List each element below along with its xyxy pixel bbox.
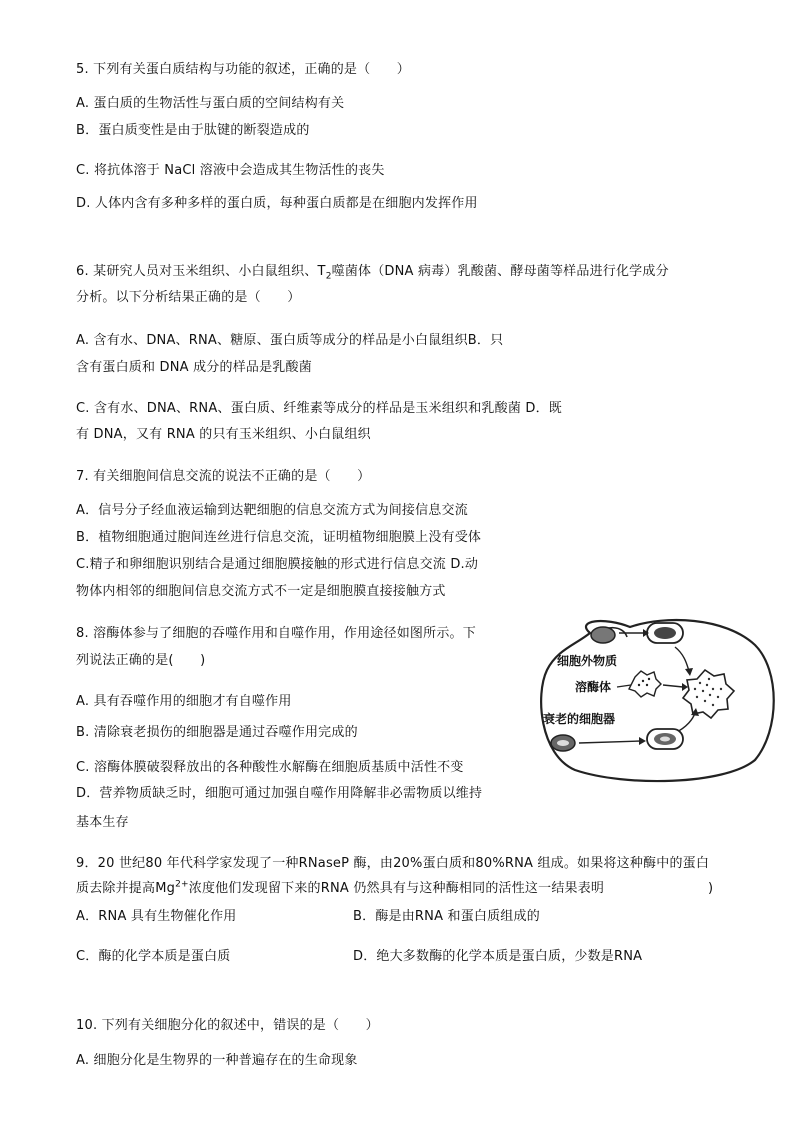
q6-stem-pre: 6. 某研究人员对玉米组织、小白鼠组织、T bbox=[76, 264, 326, 279]
q6-stem bbox=[76, 263, 669, 281]
lysosome-icon bbox=[629, 671, 661, 697]
q8-option-b: B. 清除衰老损伤的细胞器是通过吞噬作用完成的 bbox=[76, 725, 358, 740]
q5-option-a: A. 蛋白质的生物活性与蛋白质的空间结构有关 bbox=[76, 96, 345, 111]
q6-stem-sub: 2 bbox=[325, 271, 332, 282]
q5-option-c: C. 将抗体溶于 NaCl 溶液中会造成其生物活性的丧失 bbox=[76, 163, 385, 178]
q6-option-d: 有 DNA，又有 RNA 的只有玉米组织、小白鼠组织 bbox=[76, 427, 371, 442]
q7-option-c: C.精子和卵细胞识别结合是通过细胞膜接触的形式进行信息交流 D.动 bbox=[76, 557, 479, 572]
q6-stem-post: 噬菌体（DNA 病毒）乳酸菌、酵母菌等样品进行化学成分 bbox=[331, 264, 669, 279]
q5-stem: 5. 下列有关蛋白质结构与功能的叙述，正确的是（ ） bbox=[76, 62, 410, 77]
q9-stem-line2 bbox=[76, 880, 604, 898]
q9-option-b: B．酶是由RNA 和蛋白质组成的 bbox=[353, 909, 540, 924]
q9-stem2-sup: 2+ bbox=[175, 879, 189, 890]
q9-option-d: D．绝大多数酶的化学本质是蛋白质，少数是RNA bbox=[353, 949, 643, 964]
q9-option-a: A．RNA 具有生物催化作用 bbox=[76, 909, 237, 924]
q9-stem: 9．20 世纪80 年代科学家发现了一种RNaseP 酶，由20%蛋白质和80%RNA 组成。如果将这种酶中的蛋白 bbox=[76, 856, 710, 871]
autolysosome-icon bbox=[683, 670, 734, 718]
q8-option-c: C. 溶酶体膜破裂释放出的各种酸性水解酶在细胞质基质中活性不变 bbox=[76, 760, 464, 775]
q8-option-d-cont: 基本生存 bbox=[76, 815, 129, 830]
q9-option-c: C．酶的化学本质是蛋白质 bbox=[76, 949, 231, 964]
q8-stem: 8. 溶酶体参与了细胞的吞噬作用和自噬作用，作用途径如图所示。下 bbox=[76, 626, 476, 641]
q6-option-c: C. 含有水、DNA、RNA、蛋白质、纤维素等成分的样品是玉米组织和乳酸菌 D．既 bbox=[76, 401, 562, 416]
q6-option-b: 含有蛋白质和 DNA 成分的样品是乳酸菌 bbox=[76, 360, 312, 375]
figure-label-lysosome: 溶酶体 bbox=[575, 680, 612, 694]
q7-stem: 7. 有关细胞间信息交流的说法不正确的是（ ） bbox=[76, 469, 371, 484]
figure-label-aged: 衰老的细胞器 bbox=[543, 712, 616, 726]
q5-option-b: B．蛋白质变性是由于肽键的断裂造成的 bbox=[76, 123, 310, 138]
q7-option-b: B．植物细胞通过胞间连丝进行信息交流，证明植物细胞膜上没有受体 bbox=[76, 530, 482, 545]
q8-option-a: A. 具有吞噬作用的细胞才有自噬作用 bbox=[76, 694, 292, 709]
cell-membrane bbox=[541, 620, 774, 781]
q8-option-d: D．营养物质缺乏时，细胞可通过加强自噬作用降解非必需物质以维持 bbox=[76, 786, 483, 801]
q9-stem2-pre: 质去除并提高Mg bbox=[76, 881, 176, 896]
q6-option-a: A. 含有水、DNA、RNA、糖原、蛋白质等成分的样品是小白鼠组织B．只 bbox=[76, 333, 504, 348]
q7-option-a: A．信号分子经血液运输到达靶细胞的信息交流方式为间接信息交流 bbox=[76, 503, 468, 518]
lysosome-diagram bbox=[535, 615, 780, 785]
figure-label-external: 细胞外物质 bbox=[557, 654, 618, 668]
q5-option-d: D. 人体内含有多种多样的蛋白质，每种蛋白质都是在细胞内发挥作用 bbox=[76, 196, 478, 211]
q10-stem: 10. 下列有关细胞分化的叙述中，错误的是（ ） bbox=[76, 1018, 379, 1033]
q9-stem2-post: 浓度他们发现留下来的RNA 仍然具有与这种酶相同的活性这一结果表明 bbox=[188, 881, 605, 896]
external-substance-vesicle bbox=[591, 627, 615, 643]
q8-stem-line2: 列说法正确的是( ) bbox=[76, 653, 206, 668]
q6-stem-line2: 分析。以下分析结果正确的是（ ） bbox=[76, 290, 301, 305]
q7-option-d: 物体内相邻的细胞间信息交流方式不一定是细胞膜直接接触方式 bbox=[76, 584, 446, 599]
q9-answer-paren: ) bbox=[708, 881, 714, 896]
q10-option-a: A. 细胞分化是生物界的一种普遍存在的生命现象 bbox=[76, 1053, 358, 1068]
